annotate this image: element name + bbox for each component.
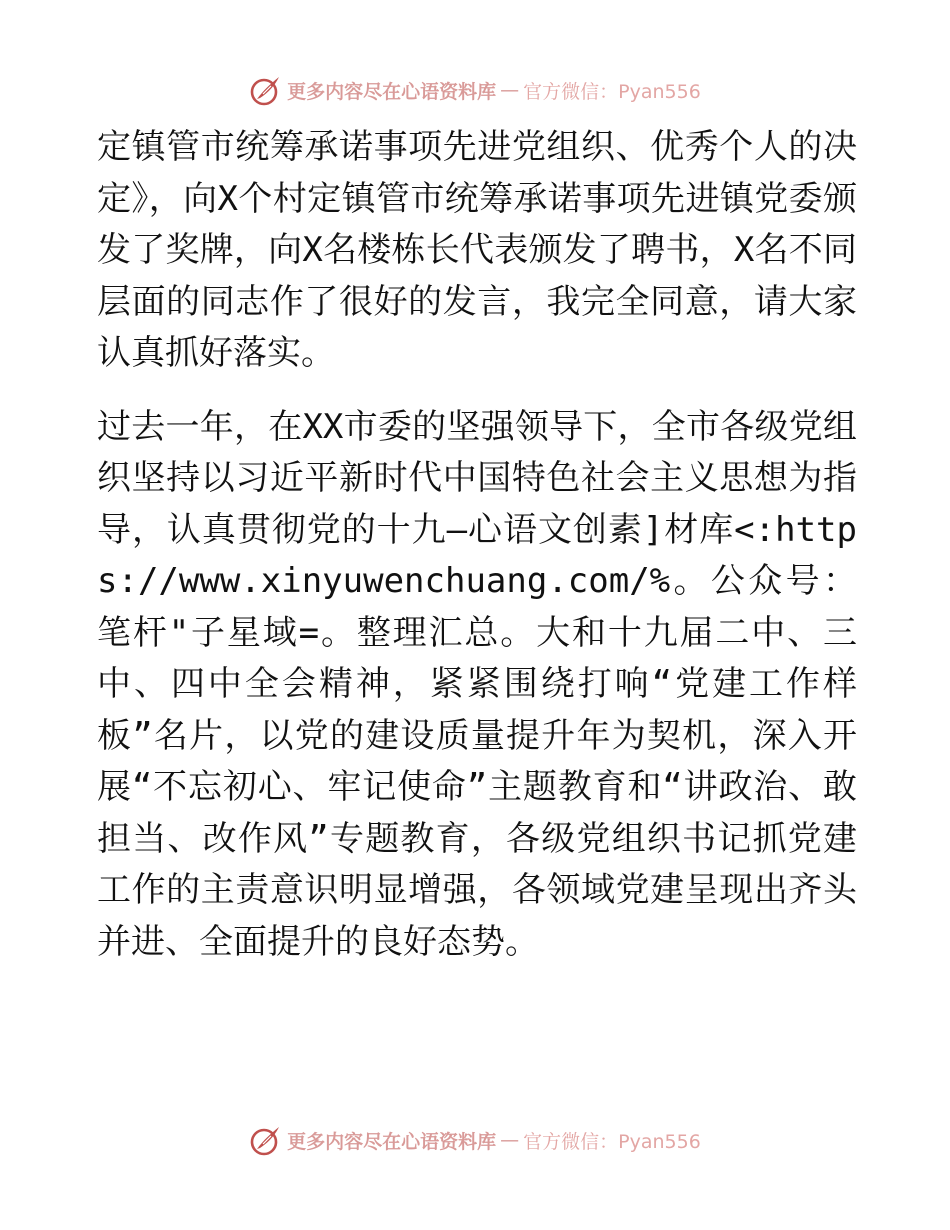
page-header-watermark (0, 70, 950, 110)
wechat-id: 官方微信：Pyan556 (523, 80, 701, 103)
quill-logo-icon (249, 73, 283, 107)
wechat-id: 官方微信：Pyan556 (523, 1130, 701, 1153)
paragraph-2: 过去一年，在XX市委的坚强领导下，全市各级党组织坚持以习近平新时代中国特色社会主义思想为指导，认真贯彻党的十九—心语文创素]材库<:https://www.xinyuwenchuang.com/%。公众号：笔杆"子星域=。整理汇总。大和十九届二中、三中、四中全会精神，紧紧围绕打响“党建工作样板”名片，以党的建设质量提升年为契机，深入开展“不忘初心、牢记使命”主题教育和“讲政治、敢担当、改作风”专题教育，各级党组织书记抓党建工作的主责意识明显增强，各领域党建呈现出齐头并进、全面提升的良好态势。 (97, 406, 857, 962)
brand-separator: — (500, 79, 520, 101)
brand-watermark (249, 73, 701, 107)
brand-title: 更多内容尽在心语资料库 (287, 1130, 497, 1153)
brand-watermark (249, 1123, 701, 1157)
brand-separator: — (500, 1129, 520, 1151)
document-body (97, 122, 857, 968)
paragraph-1: 定镇管市统筹承诺事项先进党组织、优秀个人的决定》，向X个村定镇管市统筹承诺事项先进镇党委颁发了奖牌，向X名楼栋长代表颁发了聘书，X名不同层面的同志作了很好的发言，我完全同意，请大家认真抓好落实。 (97, 127, 857, 373)
quill-logo-icon (249, 1123, 283, 1157)
page-footer-watermark (0, 1120, 950, 1160)
brand-title: 更多内容尽在心语资料库 (287, 80, 497, 103)
